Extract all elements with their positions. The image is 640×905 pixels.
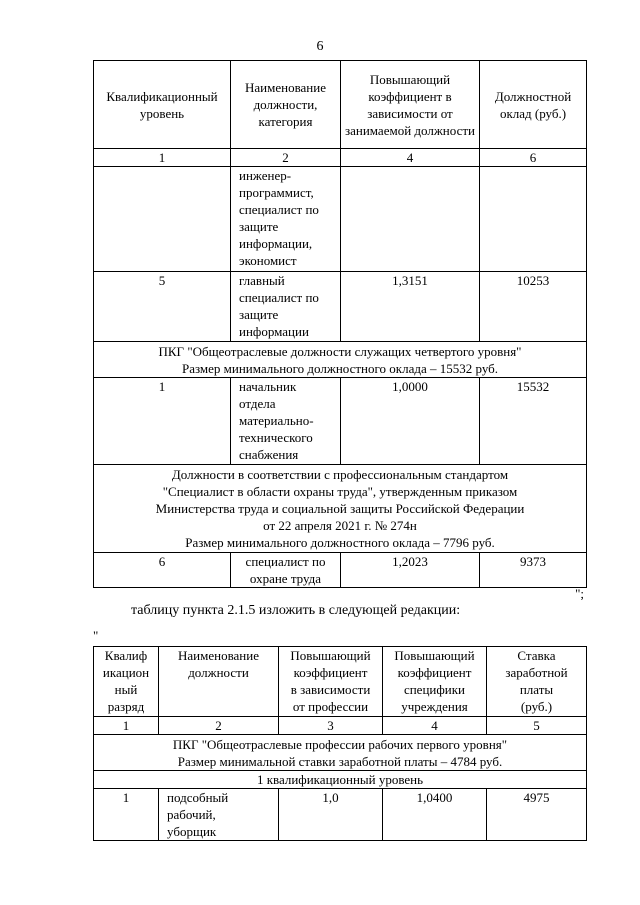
col-number: 1 <box>94 149 231 167</box>
position-cell: инженер- программист, специалист по защите информации, экономист <box>231 167 341 272</box>
opening-quote: " <box>93 628 99 643</box>
coefficient-cell: 1,2023 <box>341 553 480 588</box>
col-number: 6 <box>480 149 587 167</box>
level-title: 1 квалификационный уровень <box>94 771 587 789</box>
salary-cell: 9373 <box>480 553 587 588</box>
column-number-row <box>94 149 587 167</box>
header-institution-coefficient: Повышающий коэффициент специфики учреждения <box>383 647 487 717</box>
positions-table <box>93 60 587 588</box>
col-number: 4 <box>383 717 487 735</box>
position-cell: начальник отдела материально- технического снабжения <box>231 378 341 465</box>
profession-coefficient-cell: 1,0 <box>279 789 383 841</box>
table-row <box>94 378 587 465</box>
intro-text: таблицу пункта 2.1.5 изложить в следующей редакции: <box>131 603 461 618</box>
table-header-row <box>94 61 587 149</box>
col-number: 5 <box>487 717 587 735</box>
header-rate: Ставка заработной платы (руб.) <box>487 647 587 717</box>
page-number: 6 <box>316 39 324 54</box>
col-number: 4 <box>341 149 480 167</box>
header-position: Наименование должности <box>159 647 279 717</box>
position-cell: главный специалист по защите информации <box>231 272 341 342</box>
col-number: 2 <box>231 149 341 167</box>
closing-quote: "; <box>575 586 584 601</box>
position-cell: специалист по охране труда <box>231 553 341 588</box>
group-header-row <box>94 342 587 378</box>
header-level: Квалификационный уровень <box>94 61 231 149</box>
header-profession-coefficient: Повышающий коэффициент в зависимости от профессии <box>279 647 383 717</box>
standard-header-row <box>94 465 587 553</box>
rates-table <box>93 646 587 841</box>
grade-cell: 1 <box>94 789 159 841</box>
group-header <box>94 735 587 771</box>
institution-coefficient-cell: 1,0400 <box>383 789 487 841</box>
salary-cell: 15532 <box>480 378 587 465</box>
table-row <box>94 272 587 342</box>
table-row <box>94 167 587 272</box>
position-cell: подсобный рабочий, уборщик <box>159 789 279 841</box>
group-header <box>94 342 587 378</box>
header-salary: Должностной оклад (руб.) <box>480 61 587 149</box>
header-coefficient: Повышающий коэффициент в зависимости от занимаемой должности <box>341 61 480 149</box>
header-grade: Квалиф икацион ный разряд <box>94 647 159 717</box>
rate-cell: 4975 <box>487 789 587 841</box>
level-cell: 1 <box>94 378 231 465</box>
col-number: 2 <box>159 717 279 735</box>
coefficient-cell: 1,3151 <box>341 272 480 342</box>
salary-cell: 10253 <box>480 272 587 342</box>
table-header-row <box>94 647 587 717</box>
group-min-rate: Размер минимальной ставки заработной платы – 4784 руб. <box>177 753 503 769</box>
group-title: ПКГ "Общеотраслевые профессии рабочих первого уровня" <box>172 736 508 752</box>
group-header-row <box>94 735 587 771</box>
header-position: Наименование должности, категория <box>231 61 341 149</box>
col-number: 3 <box>279 717 383 735</box>
col-number: 1 <box>94 717 159 735</box>
column-number-row <box>94 717 587 735</box>
standard-header: Должности в соответствии с профессиональным стандартом "Специалист в области охраны труда", утвержденным приказом Министерства труда и социальной защиты Российской Федерации от 22 апреля 2021 г. № 274н Размер минимального должностного оклада – 7796 руб. <box>94 465 587 553</box>
group-min-salary: Размер минимального должностного оклада – 15532 руб. <box>181 360 499 376</box>
level-cell: 6 <box>94 553 231 588</box>
group-title: ПКГ "Общеотраслевые должности служащих четвертого уровня" <box>158 343 522 359</box>
table-row <box>94 553 587 588</box>
coefficient-cell: 1,0000 <box>341 378 480 465</box>
level-header-row <box>94 771 587 789</box>
table-row <box>94 789 587 841</box>
level-cell: 5 <box>94 272 231 342</box>
